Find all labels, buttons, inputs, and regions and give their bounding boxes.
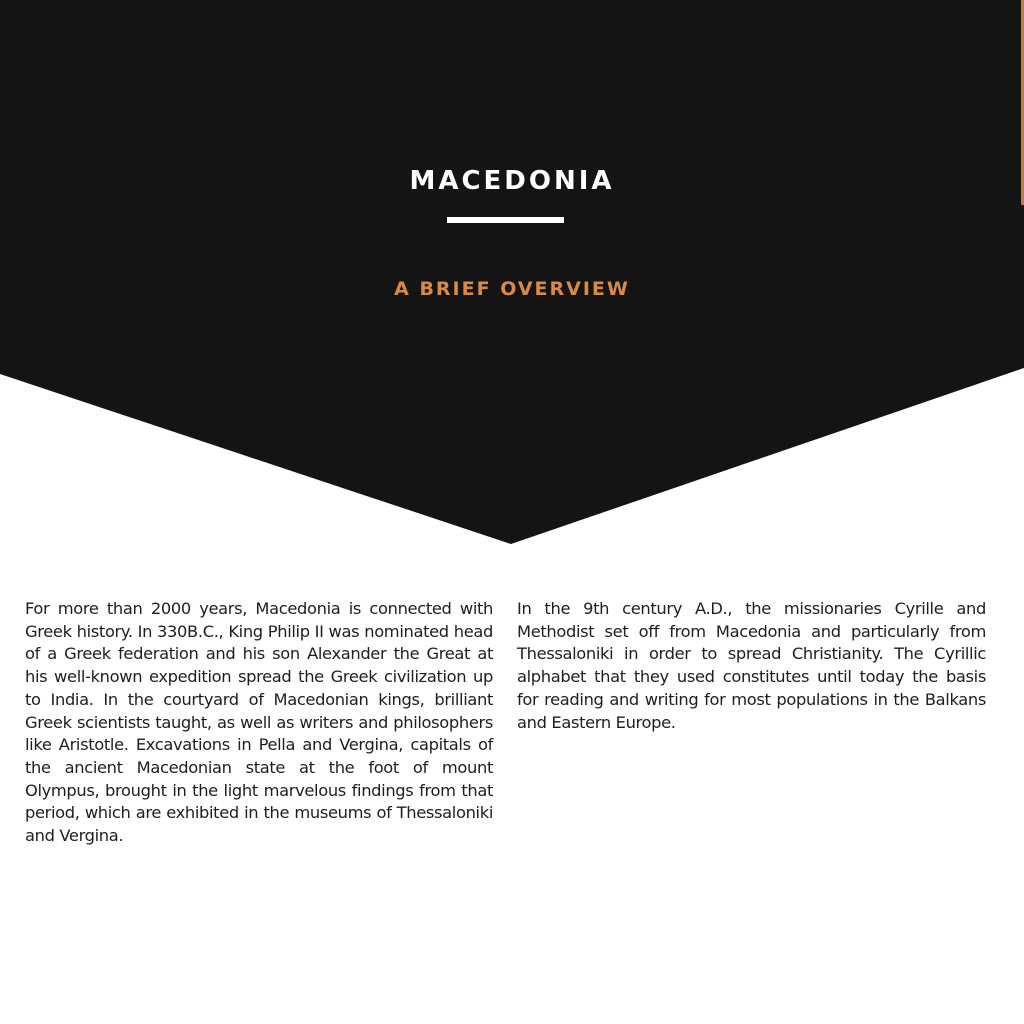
title-underline xyxy=(447,217,564,223)
body-paragraph-right: In the 9th century A.D., the missionaries Cyrille and Methodist set off from Macedonia and particularly from Thessaloniki in order to spread Christianity. The Cyrillic alphabet that they used constitutes until today the basis for reading and writing for most populations in the Balkans and Eastern Europe. xyxy=(517,599,986,732)
page-title: MACEDONIA xyxy=(409,166,615,196)
page-subtitle: A BRIEF OVERVIEW xyxy=(394,278,630,300)
body-paragraph-left: For more than 2000 years, Macedonia is connected with Greek history. In 330B.C., King Philip II was nominated head of a Greek federation and his son Alexander the Great at his well-known expedition spread the Greek civilization up to India. In the courtyard of Macedonian kings, brilliant Greek scientists taught, as well as writers and philosophers like Aristotle. Excavations in Pella and Vergina, capitals of the ancient Macedonian state at the foot of mount Olympus, brought in the light marvelous findings from that period, which are exhibited in the museums of Thessaloniki and Vergina. xyxy=(25,599,493,846)
